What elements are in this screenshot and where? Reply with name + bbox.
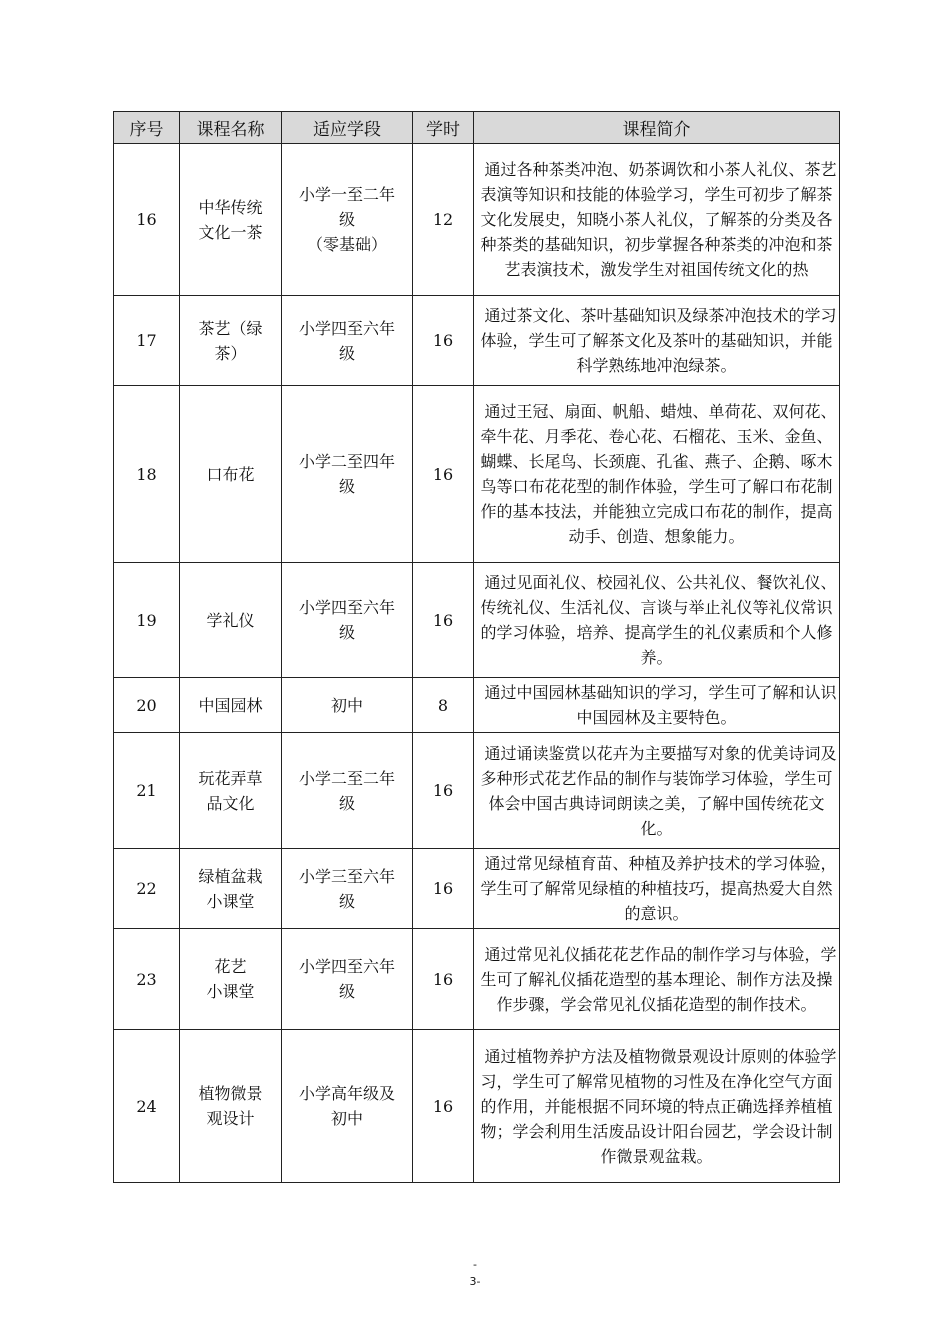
cell-no: 20 <box>114 678 180 733</box>
cell-grade: 小学一至二年 级 （零基础） <box>282 144 413 296</box>
cell-grade: 小学四至六年 级 <box>282 929 413 1030</box>
header-grade: 适应学段 <box>282 112 413 144</box>
cell-name: 绿植盆栽 小课堂 <box>180 849 282 929</box>
cell-no: 18 <box>114 386 180 563</box>
table-row <box>114 144 840 296</box>
cell-hours: 16 <box>413 733 474 849</box>
table-row <box>114 733 840 849</box>
table-row <box>114 296 840 386</box>
table-row <box>114 563 840 678</box>
table-row <box>114 678 840 733</box>
table-row <box>114 929 840 1030</box>
cell-no: 21 <box>114 733 180 849</box>
cell-grade: 小学二至二年 级 <box>282 733 413 849</box>
header-hours: 学时 <box>413 112 474 144</box>
cell-grade: 小学三至六年 级 <box>282 849 413 929</box>
cell-grade: 小学四至六年 级 <box>282 563 413 678</box>
cell-desc: 通过诵读鉴赏以花卉为主要描写对象的优美诗词及多种形式花艺作品的制作与装饰学习体验，学生可体会中国古典诗词朗读之美，了解中国传统花文化。 <box>474 733 840 849</box>
table-row <box>114 1030 840 1183</box>
cell-no: 23 <box>114 929 180 1030</box>
cell-no: 16 <box>114 144 180 296</box>
cell-hours: 16 <box>413 386 474 563</box>
cell-grade: 小学二至四年 级 <box>282 386 413 563</box>
cell-name: 中华传统 文化一茶 <box>180 144 282 296</box>
cell-no: 22 <box>114 849 180 929</box>
cell-hours: 12 <box>413 144 474 296</box>
header-name: 课程名称 <box>180 112 282 144</box>
cell-name: 学礼仪 <box>180 563 282 678</box>
cell-desc: 通过见面礼仪、校园礼仪、公共礼仪、餐饮礼仪、传统礼仪、生活礼仪、言谈与举止礼仪等礼仪常识的学习体验，培养、提高学生的礼仪素质和个人修养。 <box>474 563 840 678</box>
page-number: 3- <box>469 1275 481 1288</box>
cell-desc: 通过常见礼仪插花花艺作品的制作学习与体验，学生可了解礼仪插花造型的基本理论、制作方法及操作步骤，学会常见礼仪插花造型的制作技术。 <box>474 929 840 1030</box>
cell-desc: 通过各种茶类冲泡、奶茶调饮和小茶人礼仪、茶艺表演等知识和技能的体验学习，学生可初步了解茶文化发展史，知晓小茶人礼仪，了解茶的分类及各种茶类的基础知识，初步掌握各种茶类的冲泡和茶艺表演技术，激发学生对祖国传统文化的热 <box>474 144 840 296</box>
cell-grade: 小学四至六年 级 <box>282 296 413 386</box>
course-table <box>113 111 840 1183</box>
header-desc: 课程简介 <box>474 112 840 144</box>
cell-hours: 16 <box>413 849 474 929</box>
cell-hours: 8 <box>413 678 474 733</box>
cell-desc: 通过中国园林基础知识的学习，学生可了解和认识中国园林及主要特色。 <box>474 678 840 733</box>
table-row <box>114 386 840 563</box>
cell-hours: 16 <box>413 1030 474 1183</box>
cell-hours: 16 <box>413 296 474 386</box>
cell-no: 24 <box>114 1030 180 1183</box>
cell-name: 口布花 <box>180 386 282 563</box>
cell-no: 17 <box>114 296 180 386</box>
cell-desc: 通过常见绿植育苗、种植及养护技术的学习体验，学生可了解常见绿植的种植技巧，提高热爱大自然的意识。 <box>474 849 840 929</box>
table-row <box>114 849 840 929</box>
table-header-row <box>114 112 840 144</box>
cell-grade: 初中 <box>282 678 413 733</box>
cell-name: 中国园林 <box>180 678 282 733</box>
cell-grade: 小学高年级及 初中 <box>282 1030 413 1183</box>
header-no: 序号 <box>114 112 180 144</box>
cell-hours: 16 <box>413 563 474 678</box>
footer-dash: - <box>473 1258 477 1271</box>
cell-name: 茶艺（绿 茶） <box>180 296 282 386</box>
cell-name: 植物微景 观设计 <box>180 1030 282 1183</box>
cell-name: 玩花弄草 品文化 <box>180 733 282 849</box>
cell-desc: 通过茶文化、茶叶基础知识及绿茶冲泡技术的学习体验，学生可了解茶文化及茶叶的基础知识，并能科学熟练地冲泡绿茶。 <box>474 296 840 386</box>
cell-hours: 16 <box>413 929 474 1030</box>
cell-desc: 通过植物养护方法及植物微景观设计原则的体验学习，学生可了解常见植物的习性及在净化空气方面的作用，并能根据不同环境的特点正确选择养植植物；学会利用生活废品设计阳台园艺，学会设计制作微景观盆栽。 <box>474 1030 840 1183</box>
cell-desc: 通过王冠、扇面、帆船、蜡烛、单荷花、双何花、牵牛花、月季花、卷心花、石榴花、玉米、金鱼、蝴蝶、长尾鸟、长颈鹿、孔雀、燕子、企鹅、啄木鸟等口布花花型的制作体验，学生可了解口布花制作的基本技法，并能独立完成口布花的制作，提高动手、创造、想象能力。 <box>474 386 840 563</box>
cell-name: 花艺 小课堂 <box>180 929 282 1030</box>
cell-no: 19 <box>114 563 180 678</box>
